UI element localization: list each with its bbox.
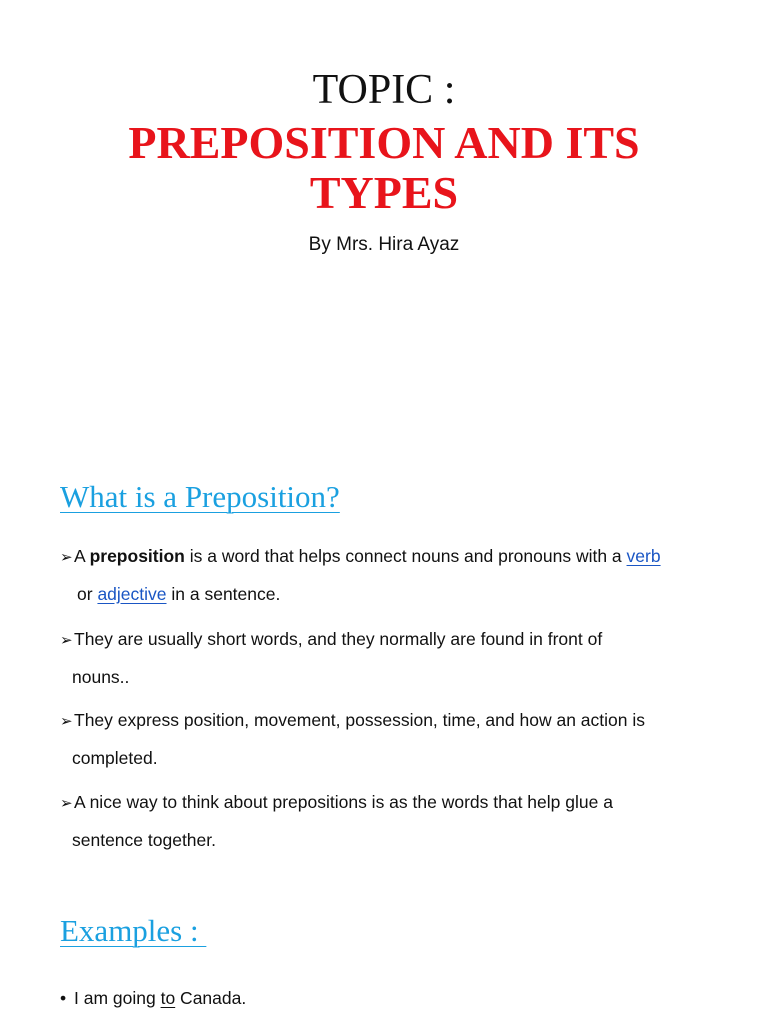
definition-heading: What is a Preposition? [60, 479, 340, 514]
arrow-bullet-icon: ➢ [60, 713, 73, 730]
main-title-line-2: TYPES [309, 167, 459, 218]
bullet-icon: • [60, 988, 67, 1008]
examples-heading: Examples : [60, 913, 207, 948]
arrow-bullet-icon: ➢ [60, 795, 73, 812]
author-byline: By Mrs. Hira Ayaz [308, 234, 460, 255]
arrow-bullet-icon: ➢ [60, 549, 73, 566]
main-title-line-1: PREPOSITION AND ITS [128, 117, 640, 168]
verb-link[interactable]: verb [626, 546, 661, 566]
keyword-preposition: preposition [89, 546, 185, 566]
example-preposition: to [160, 988, 176, 1008]
main-title [60, 118, 708, 218]
topic-label: TOPIC : [312, 67, 456, 113]
arrow-bullet-icon: ➢ [60, 632, 73, 649]
adjective-link[interactable]: adjective [97, 584, 167, 604]
